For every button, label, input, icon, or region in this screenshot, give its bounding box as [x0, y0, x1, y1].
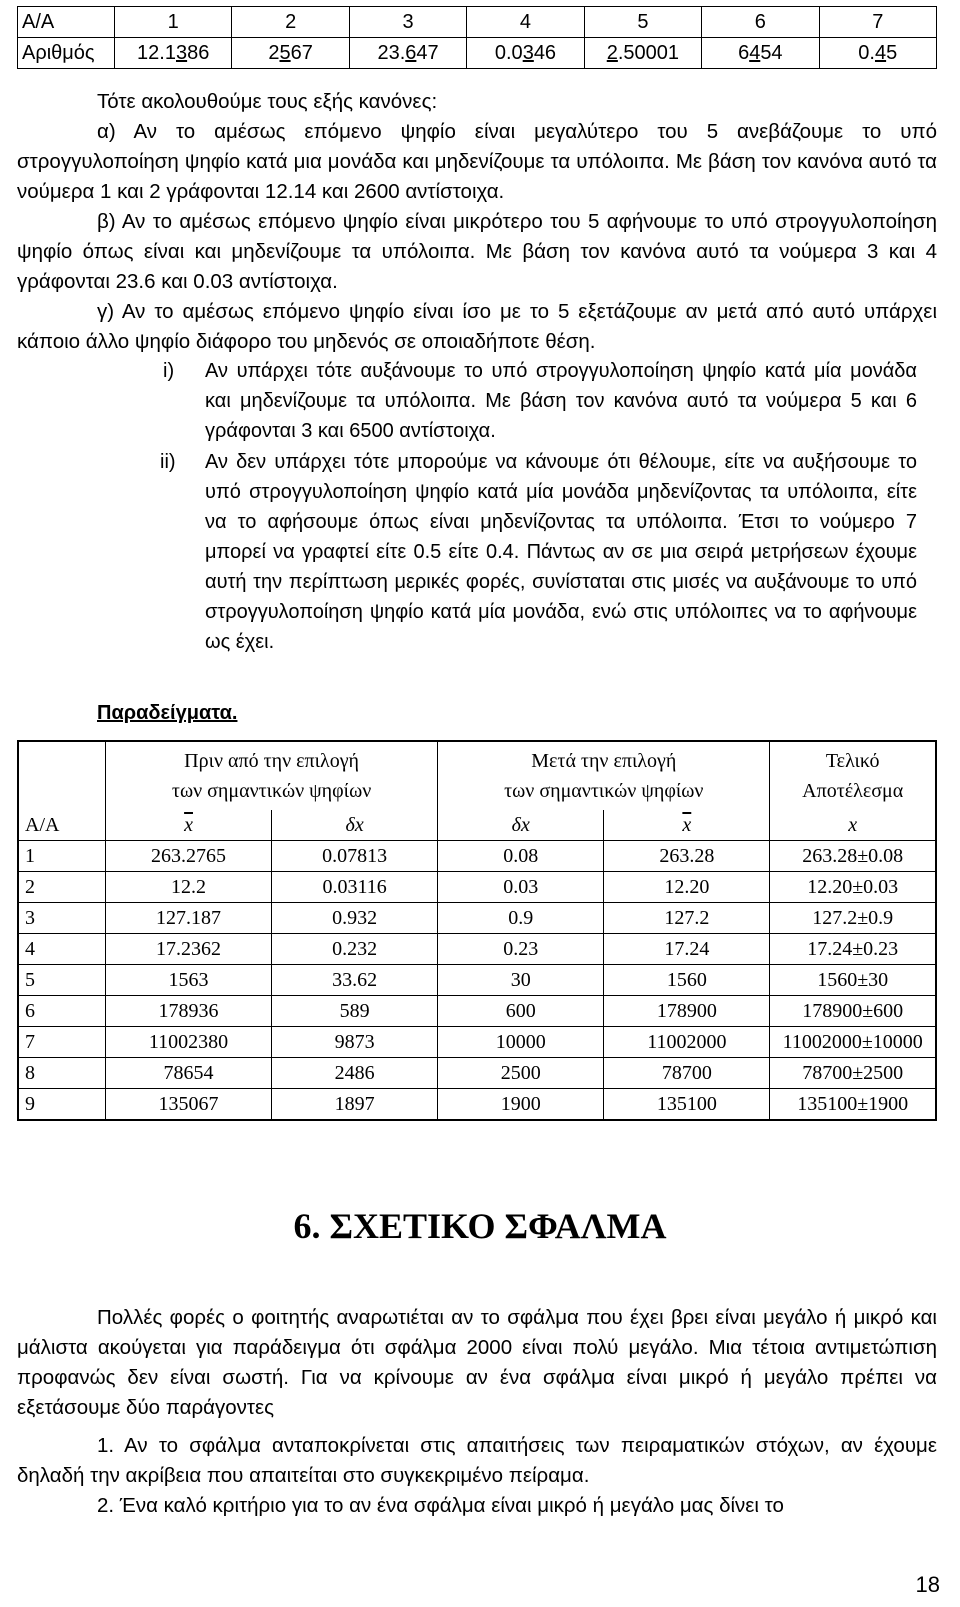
table-row [18, 965, 936, 996]
table-cell: 263.28 [604, 841, 770, 872]
table-cell: 7 [18, 1027, 106, 1058]
table-cell: 17.2362 [106, 934, 272, 965]
table-cell: 11002000 [604, 1027, 770, 1058]
rounding-digit: 4 [749, 42, 761, 64]
table-cell: 8 [18, 1058, 106, 1089]
table-cell: 12.2 [106, 872, 272, 903]
table-cell: 600 [438, 996, 604, 1027]
table-cell: 6 [18, 996, 106, 1027]
header-line: Τελικό [825, 750, 880, 772]
table-cell: 5 [584, 7, 701, 38]
table-cell: 0.07813 [272, 841, 438, 872]
header-cell [272, 810, 438, 841]
table-cell: 2 [18, 872, 106, 903]
table-cell [115, 38, 232, 69]
number-part: 2 [268, 42, 280, 64]
rounding-numbers-table [17, 6, 937, 69]
header-before [106, 741, 438, 810]
table-row [18, 1089, 936, 1121]
result-symbol: x [848, 814, 858, 836]
header-cell [18, 741, 106, 810]
number-part: 6 [738, 42, 750, 64]
table-cell: 17.24±0.23 [770, 934, 936, 965]
rule-i: Αν υπάρχει τότε αυξάνουμε το υπό στρογγυλοποίηση ψηφίο κατά μία μονάδα και μηδενίζουμε τα υπόλοιπα. Με βάση τον κανόνα αυτό τα νούμερα 5 και 6 γράφονται 3 και 6500 αντίστοιχα. [205, 360, 917, 442]
table-cell: 9873 [272, 1027, 438, 1058]
table-cell: 135100±1900 [770, 1089, 936, 1121]
section-paragraph: Πολλές φορές ο φοιτητής αναρωτιέται αν το σφάλμα που έχει βρει είναι μεγάλο ή μικρό και μάλιστα ακούγεται για παράδειγμα ότι σφάλμα 2000 είναι πολύ μεγάλο. Μια τέτοια αντιμετώπιση προφανώς δεν είναι σωστή. Για να κρίνουμε αν ένα σφάλμα είναι μικρό ή μεγάλο πρέπει να εξετάσουμε δύο παράγοντες [17, 1306, 937, 1419]
table-cell: 0.232 [272, 934, 438, 965]
section-paragraph: 2. Ένα καλό κριτήριο για το αν ένα σφάλμα είναι μικρό ή μεγάλο μας δίνει το [97, 1494, 784, 1517]
table-row [18, 872, 936, 903]
table-row [18, 903, 936, 934]
header-line: Αποτέλεσμα [802, 780, 904, 802]
table-cell: 1560 [604, 965, 770, 996]
table-cell: 135100 [604, 1089, 770, 1121]
table-cell: 6 [702, 7, 819, 38]
table-cell: 10000 [438, 1027, 604, 1058]
table-cell: 4 [18, 934, 106, 965]
table-cell: 12.20±0.03 [770, 872, 936, 903]
rounding-digit: 2 [606, 42, 618, 64]
table-cell: 78700 [604, 1058, 770, 1089]
table-header-row [18, 810, 936, 841]
number-part: 67 [290, 42, 313, 64]
table-cell: 3 [349, 7, 466, 38]
row-label: Α/Α [18, 7, 115, 38]
number-part: 47 [416, 42, 439, 64]
rule-i-label: i) [163, 360, 175, 382]
number-part: 54 [760, 42, 783, 64]
table-cell [232, 38, 349, 69]
rounding-digit: 5 [279, 42, 291, 64]
header-line: των σημαντικών ψηφίων [171, 780, 372, 802]
table-header-row [18, 741, 936, 810]
row-label: Αριθμός [18, 38, 115, 69]
table-cell: 589 [272, 996, 438, 1027]
table-cell: 0.03 [438, 872, 604, 903]
table-cell: 7 [819, 7, 936, 38]
table-cell: 12.20 [604, 872, 770, 903]
number-part: 46 [533, 42, 557, 64]
error-symbol: δx [511, 814, 530, 836]
table-row [18, 934, 936, 965]
table-cell: 78654 [106, 1058, 272, 1089]
table-cell [467, 38, 584, 69]
table-cell: 263.2765 [106, 841, 272, 872]
table-cell: 1563 [106, 965, 272, 996]
table-cell: 127.187 [106, 903, 272, 934]
header-cell [438, 810, 604, 841]
table-cell: 4 [467, 7, 584, 38]
number-part: 5 [886, 42, 898, 64]
table-cell: 11002380 [106, 1027, 272, 1058]
number-part: 0. [858, 42, 875, 64]
table-row [18, 996, 936, 1027]
number-part: 23. [377, 42, 406, 64]
rule-ii: Αν δεν υπάρχει τότε μπορούμε να κάνουμε ότι θέλουμε, είτε να αυξήσουμε το υπό στρογγυλοποίηση ψηφίο κατά μία μονάδα μηδενίζοντας τα υπόλοιπα, είτε να το αφήσουμε όπως είναι μηδενίζοντας τα υπόλοιπα. Έτσι το νούμερο 7 μπορεί να γραφτεί είτε 0.5 είτε 0.4. Πάντως αν σε μια σειρά μετρήσεων έχουμε αυτή την περίπτωση μερικές φορές, συνίσταται στις μισές να αυξάνουμε το υπό στρογγυλοποίηση ψηφίο κατά μία μονάδα, ενώ στις υπόλοιπες να το αφήνουμε ως έχει. [205, 451, 917, 653]
error-symbol: δx [345, 814, 364, 836]
table-cell: 3 [18, 903, 106, 934]
table-row [18, 1058, 936, 1089]
header-line: Μετά την επιλογή [531, 750, 677, 772]
number-part: 12.1 [137, 42, 176, 64]
table-cell [584, 38, 701, 69]
number-part: 0.0 [494, 42, 523, 64]
table-body [18, 841, 936, 1121]
rule-ii-label: ii) [160, 451, 176, 473]
rounding-digit: 3 [175, 42, 188, 64]
table-cell [702, 38, 819, 69]
header-final [770, 741, 936, 810]
rounding-digit: 3 [522, 42, 534, 64]
table-cell: 11002000±10000 [770, 1027, 936, 1058]
mean-symbol: $\overline{x}$ [682, 814, 692, 836]
rule-b: β) Αν το αμέσως επόμενο ψηφίο είναι μικρότερο του 5 αφήνουμε το υπό στρογγυλοποίηση ψηφίο όπως είναι και μηδενίζουμε τα υπόλοιπα. Με βάση τον κανόνα αυτό τα νούμερα 3 και 4 γράφονται 23.6 και 0.03 αντίστοιχα. [17, 210, 937, 293]
table-row [18, 38, 937, 69]
rounding-digit: 6 [405, 42, 417, 64]
table-cell: 263.28±0.08 [770, 841, 936, 872]
table-cell: 127.2±0.9 [770, 903, 936, 934]
number-part: 86 [187, 42, 210, 64]
rule-c: γ) Αν το αμέσως επόμενο ψηφίο είναι ίσο με το 5 εξετάζουμε αν μετά από αυτό υπάρχει κάποιο άλλο ψηφίο διάφορο του μηδενός σε οποιαδήποτε θέση. [17, 300, 937, 353]
table-cell [349, 38, 466, 69]
examples-heading: Παραδείγματα. [97, 702, 238, 724]
number-part: .50001 [617, 42, 680, 64]
rule-a: α) Αν το αμέσως επόμενο ψηφίο είναι μεγαλύτερο του 5 ανεβάζουμε το υπό στρογγυλοποίηση ψηφίο κατά μια μονάδα και μηδενίζουμε τα υπόλοιπα. Με βάση τον κανόνα αυτό τα νούμερα 1 και 2 γράφονται 12.14 και 2600 αντίστοιχα. [17, 120, 937, 203]
table-cell: 178936 [106, 996, 272, 1027]
table-cell: 5 [18, 965, 106, 996]
table-cell [819, 38, 936, 69]
table-cell: 1 [115, 7, 232, 38]
table-cell: 30 [438, 965, 604, 996]
table-cell: 127.2 [604, 903, 770, 934]
table-row [18, 841, 936, 872]
header-after [438, 741, 770, 810]
header-cell: Α/Α [18, 810, 106, 841]
table-cell: 2 [232, 7, 349, 38]
header-cell [604, 810, 770, 841]
table-cell: 0.03116 [272, 872, 438, 903]
header-cell [106, 810, 272, 841]
header-line: Πριν από την επιλογή [184, 750, 360, 772]
table-cell: 0.08 [438, 841, 604, 872]
section-title: 6. ΣΧΕΤΙΚΟ ΣΦΑΛΜΑ [293, 1206, 667, 1246]
table-cell: 17.24 [604, 934, 770, 965]
section-paragraph: 1. Αν το σφάλμα ανταποκρίνεται στις απαιτήσεις των πειραματικών στόχων, αν έχουμε δηλαδή την ακρίβεια που απαιτείται στο συγκεκριμένο πείραμα. [17, 1434, 937, 1487]
table-cell: 1897 [272, 1089, 438, 1121]
rounding-digit: 4 [874, 42, 887, 64]
examples-table [17, 740, 937, 1121]
table-row [18, 7, 937, 38]
rules-intro: Τότε ακολουθούμε τους εξής κανόνες: [97, 90, 438, 113]
table-cell: 9 [18, 1089, 106, 1121]
page-number: 18 [915, 1572, 940, 1597]
table-cell: 0.932 [272, 903, 438, 934]
table-cell: 1900 [438, 1089, 604, 1121]
mean-symbol: $\overline{x}$ [184, 814, 193, 836]
header-line: των σημαντικών ψηφίων [504, 780, 704, 802]
table-cell: 33.62 [272, 965, 438, 996]
table-cell: 0.9 [438, 903, 604, 934]
table-cell: 2486 [272, 1058, 438, 1089]
table-cell: 2500 [438, 1058, 604, 1089]
table-row [18, 1027, 936, 1058]
table-cell: 1 [18, 841, 106, 872]
table-cell: 0.23 [438, 934, 604, 965]
table-cell: 178900±600 [770, 996, 936, 1027]
table-cell: 178900 [604, 996, 770, 1027]
header-cell [770, 810, 936, 841]
table-cell: 1560±30 [770, 965, 936, 996]
table-cell: 78700±2500 [770, 1058, 936, 1089]
table-cell: 135067 [106, 1089, 272, 1121]
